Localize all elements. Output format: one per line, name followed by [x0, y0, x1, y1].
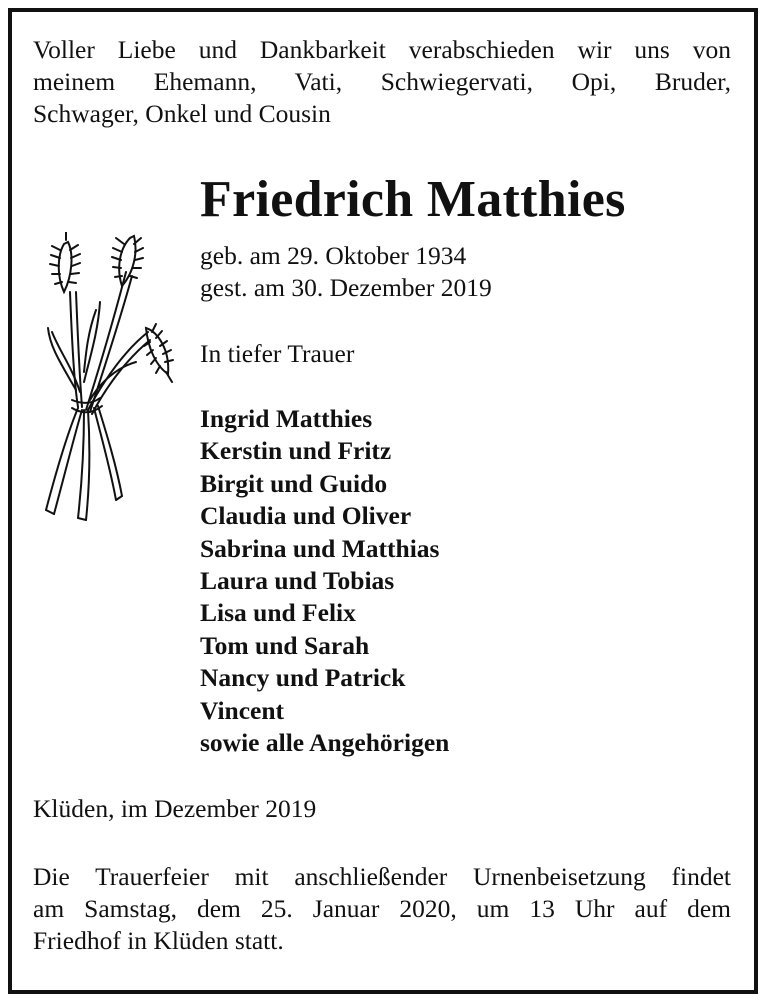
family-list [200, 403, 449, 759]
intro-line: Schwager, Onkel und Cousin [33, 99, 331, 128]
deceased-name: Friedrich Matthies [200, 171, 626, 228]
ceremony-line: Friedhof in Klüden statt. [33, 926, 284, 955]
family-member: Ingrid Matthies [200, 404, 373, 433]
family-member: Birgit und Guido [200, 468, 388, 498]
family-member: Claudia und Oliver [200, 501, 412, 531]
intro-text [33, 34, 731, 130]
family-member: Vincent [200, 695, 285, 725]
wheat-sheaf-icon [38, 232, 178, 522]
ceremony-line: Die Trauerfeier mit anschließender Urnenbeisetzung findet [33, 862, 731, 891]
family-member: Lisa und Felix [200, 598, 356, 628]
intro-line: meinem Ehemann, Vati, Schwiegervati, Opi, Bruder, [33, 67, 731, 96]
family-member: Sabrina und Matthias [200, 533, 440, 563]
ceremony-line: am Samstag, dem 25. Januar 2020, um 13 Uhr auf dem [33, 894, 731, 923]
family-member: Laura und Tobias [200, 566, 395, 596]
family-member: Nancy und Patrick [200, 663, 406, 693]
family-member: Tom und Sarah [200, 630, 370, 660]
life-dates [200, 240, 492, 304]
intro-line: Voller Liebe und Dankbarkeit verabschieden wir uns von [33, 35, 731, 64]
mourning-line: In tiefer Trauer [200, 339, 355, 368]
place-date: Klüden, im Dezember 2019 [33, 794, 317, 823]
death-date: gest. am 30. Dezember 2019 [200, 273, 492, 302]
family-member: sowie alle Angehörigen [200, 728, 450, 758]
ceremony-text [33, 861, 731, 957]
birth-date: geb. am 29. Oktober 1934 [200, 241, 467, 270]
family-member: Kerstin und Fritz [200, 436, 392, 466]
